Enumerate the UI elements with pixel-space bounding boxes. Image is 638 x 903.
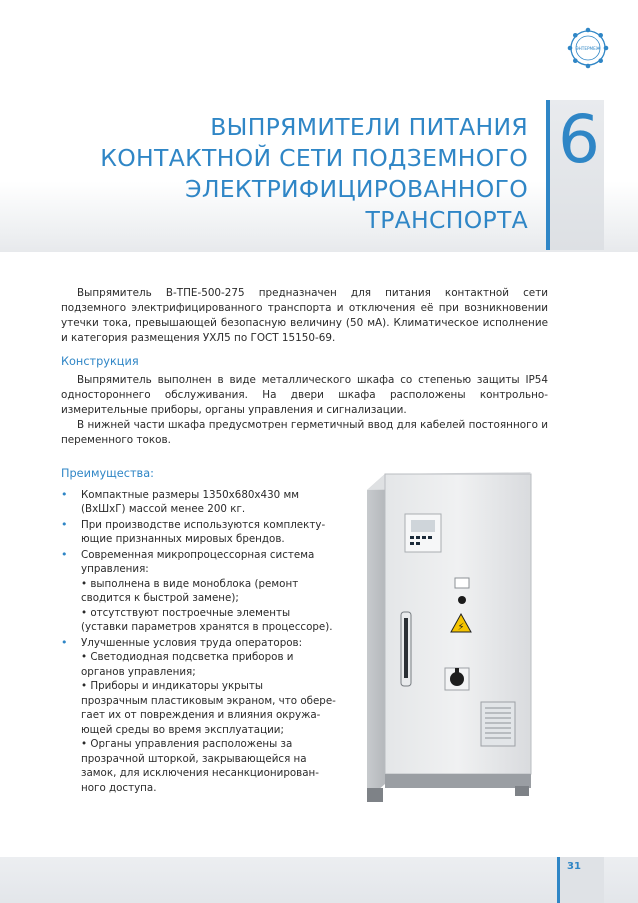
title-line: ВЫПРЯМИТЕЛИ ПИТАНИЯ: [210, 113, 528, 141]
list-item: • Современная микропроцессорная система управления: • выполнена в виде моноблока (ремонт сводится к быстрой замене); • отсутствуют построечные элементы (уставки параметров хранятся в процессоре).: [61, 547, 333, 633]
rectifier-cabinet-image: [345, 462, 547, 809]
page-number-tab: [557, 857, 604, 903]
list-item: • Компактные размеры 1350х680х430 мм (ВхШхГ) массой менее 200 кг.: [61, 487, 299, 515]
construction-heading: Конструкция: [61, 355, 139, 368]
construction-paragraph: В нижней части шкафа предусмотрен герметичный ввод для кабелей постоянного и переменного токов.: [61, 419, 548, 446]
footer-band: [0, 857, 638, 903]
list-item: • Улучшенные условия труда операторов: • Светодиодная подсветка приборов и органов управления; • Приборы и индикаторы укрыты прозрачным пластиковым экраном, что обере- гает их от повреждения и влияния окружа- ющей среды во время эксплуатации; • Органы управления расположены за прозрачной шторкой, закрывающейся на замок, для исключения несанкционирован- ного доступа.: [61, 635, 336, 794]
company-logo-icon: [567, 27, 609, 69]
advantages-section: [61, 467, 341, 796]
bullet-icon: •: [61, 517, 68, 531]
svg-text:⚡: ⚡: [457, 622, 465, 633]
page-title: [68, 112, 528, 236]
chapter-tab: [546, 100, 604, 250]
list-item: • При производстве используются комплекту- ющие признанных мировых брендов.: [61, 517, 326, 545]
intro-paragraph: Выпрямитель В-ТПЕ-500-275 предназначен для питания контактной сети подземного электрифицированного транспорта и отключения её при возникновении утечки тока, превышающей безопасную величину (50 мА). Климатическое исполнение и категория размещения УХЛ5 по ГОСТ 15150-69.: [61, 287, 548, 344]
advantages-list: [61, 488, 341, 796]
intro-section: [61, 286, 548, 346]
construction-section: [61, 354, 548, 448]
logo-text: ЭНТЕРМЕЖ: [575, 46, 601, 51]
chapter-accent-bar: [546, 100, 550, 250]
advantages-heading: Преимущества:: [61, 467, 154, 480]
title-line: ЭЛЕКТРИФИЦИРОВАННОГО: [185, 175, 528, 203]
bullet-icon: •: [61, 635, 68, 649]
page-tab-accent: [557, 857, 560, 903]
construction-paragraph: Выпрямитель выполнен в виде металлического шкафа со степенью защиты IP54 одностороннего обслуживания. На двери шкафа расположены контрольно-измерительные приборы, органы управления и сигнализации.: [61, 374, 548, 416]
bullet-icon: •: [61, 487, 68, 501]
chapter-number: 6: [558, 101, 600, 178]
page-number: 31: [567, 861, 581, 872]
bullet-icon: •: [61, 547, 68, 561]
title-line: ТРАНСПОРТА: [365, 206, 528, 234]
title-line: КОНТАКТНОЙ СЕТИ ПОДЗЕМНОГО: [100, 144, 528, 172]
